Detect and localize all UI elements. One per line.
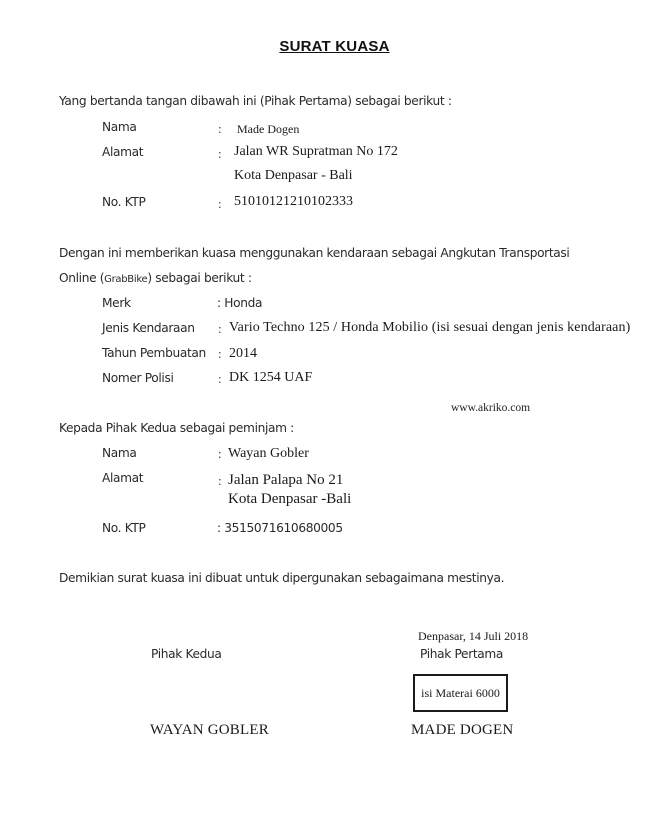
- kedua-nama-value: Wayan Gobler: [228, 446, 309, 461]
- pertama-ktp-colon: :: [218, 196, 222, 211]
- kedua-ktp-label: No. KTP: [102, 521, 146, 535]
- pihak-kedua-signature-name: WAYAN GOBLER: [150, 722, 269, 738]
- pertama-nama-colon: :: [218, 121, 222, 136]
- merk-value: : Honda: [217, 296, 263, 310]
- stamp-duty-text: isi Materai 6000: [421, 685, 500, 700]
- pertama-nama-label: Nama: [102, 120, 137, 134]
- jenis-value: Vario Techno 125 / Honda Mobilio (isi sesuai dengan jenis kendaraan): [229, 320, 631, 335]
- kedua-alamat-colon: :: [218, 473, 222, 488]
- pertama-alamat-line2: Kota Denpasar - Bali: [234, 168, 353, 183]
- pertama-ktp-label: No. KTP: [102, 195, 146, 209]
- polisi-value: DK 1254 UAF: [229, 370, 313, 385]
- pihak-pertama-signature-name: MADE DOGEN: [411, 722, 514, 738]
- jenis-label: Jenis Kendaraan: [102, 321, 195, 335]
- document-title: SURAT KUASA: [279, 38, 390, 55]
- service-name: GrabBike: [104, 274, 148, 285]
- jenis-colon: :: [218, 321, 222, 336]
- pertama-ktp-value: 51010121210102333: [234, 194, 353, 209]
- pertama-alamat-line1: Jalan WR Supratman No 172: [234, 144, 398, 159]
- pertama-alamat-label: Alamat: [102, 145, 144, 159]
- tahun-value: 2014: [229, 346, 257, 361]
- closing-paragraph: Demikian surat kuasa ini dibuat untuk dipergunakan sebagaimana mestinya.: [59, 571, 505, 585]
- polisi-colon: :: [218, 371, 222, 386]
- pihak-pertama-role: Pihak Pertama: [420, 647, 504, 661]
- pihak-kedua-role: Pihak Kedua: [151, 647, 222, 661]
- kedua-alamat-line1: Jalan Palapa No 21: [228, 472, 344, 488]
- kuasa-prefix: Online (: [59, 271, 105, 285]
- polisi-label: Nomer Polisi: [102, 371, 174, 385]
- place-date: Denpasar, 14 Juli 2018: [418, 629, 529, 643]
- tahun-colon: :: [218, 346, 222, 361]
- kedua-nama-colon: :: [218, 446, 222, 461]
- pertama-alamat-colon: :: [218, 146, 222, 161]
- kuasa-suffix: ) sebagai berikut :: [147, 271, 252, 285]
- kepada-paragraph: Kepada Pihak Kedua sebagai peminjam :: [59, 421, 294, 435]
- intro-paragraph: Yang bertanda tangan dibawah ini (Pihak Pertama) sebagai berikut :: [59, 94, 452, 108]
- merk-label: Merk: [102, 296, 131, 310]
- kuasa-paragraph-line1: Dengan ini memberikan kuasa menggunakan kendaraan sebagai Angkutan Transportasi: [59, 246, 570, 260]
- kedua-ktp-value: : 3515071610680005: [217, 521, 343, 535]
- website-watermark: www.akriko.com: [451, 402, 531, 414]
- kedua-nama-label: Nama: [102, 446, 137, 460]
- pertama-nama-value: Made Dogen: [237, 122, 300, 136]
- kedua-alamat-line2: Kota Denpasar -Bali: [228, 491, 352, 507]
- stamp-duty-box: [413, 674, 508, 712]
- tahun-label: Tahun Pembuatan: [102, 346, 206, 360]
- kedua-alamat-label: Alamat: [102, 471, 144, 485]
- kuasa-paragraph-line2: [59, 271, 252, 285]
